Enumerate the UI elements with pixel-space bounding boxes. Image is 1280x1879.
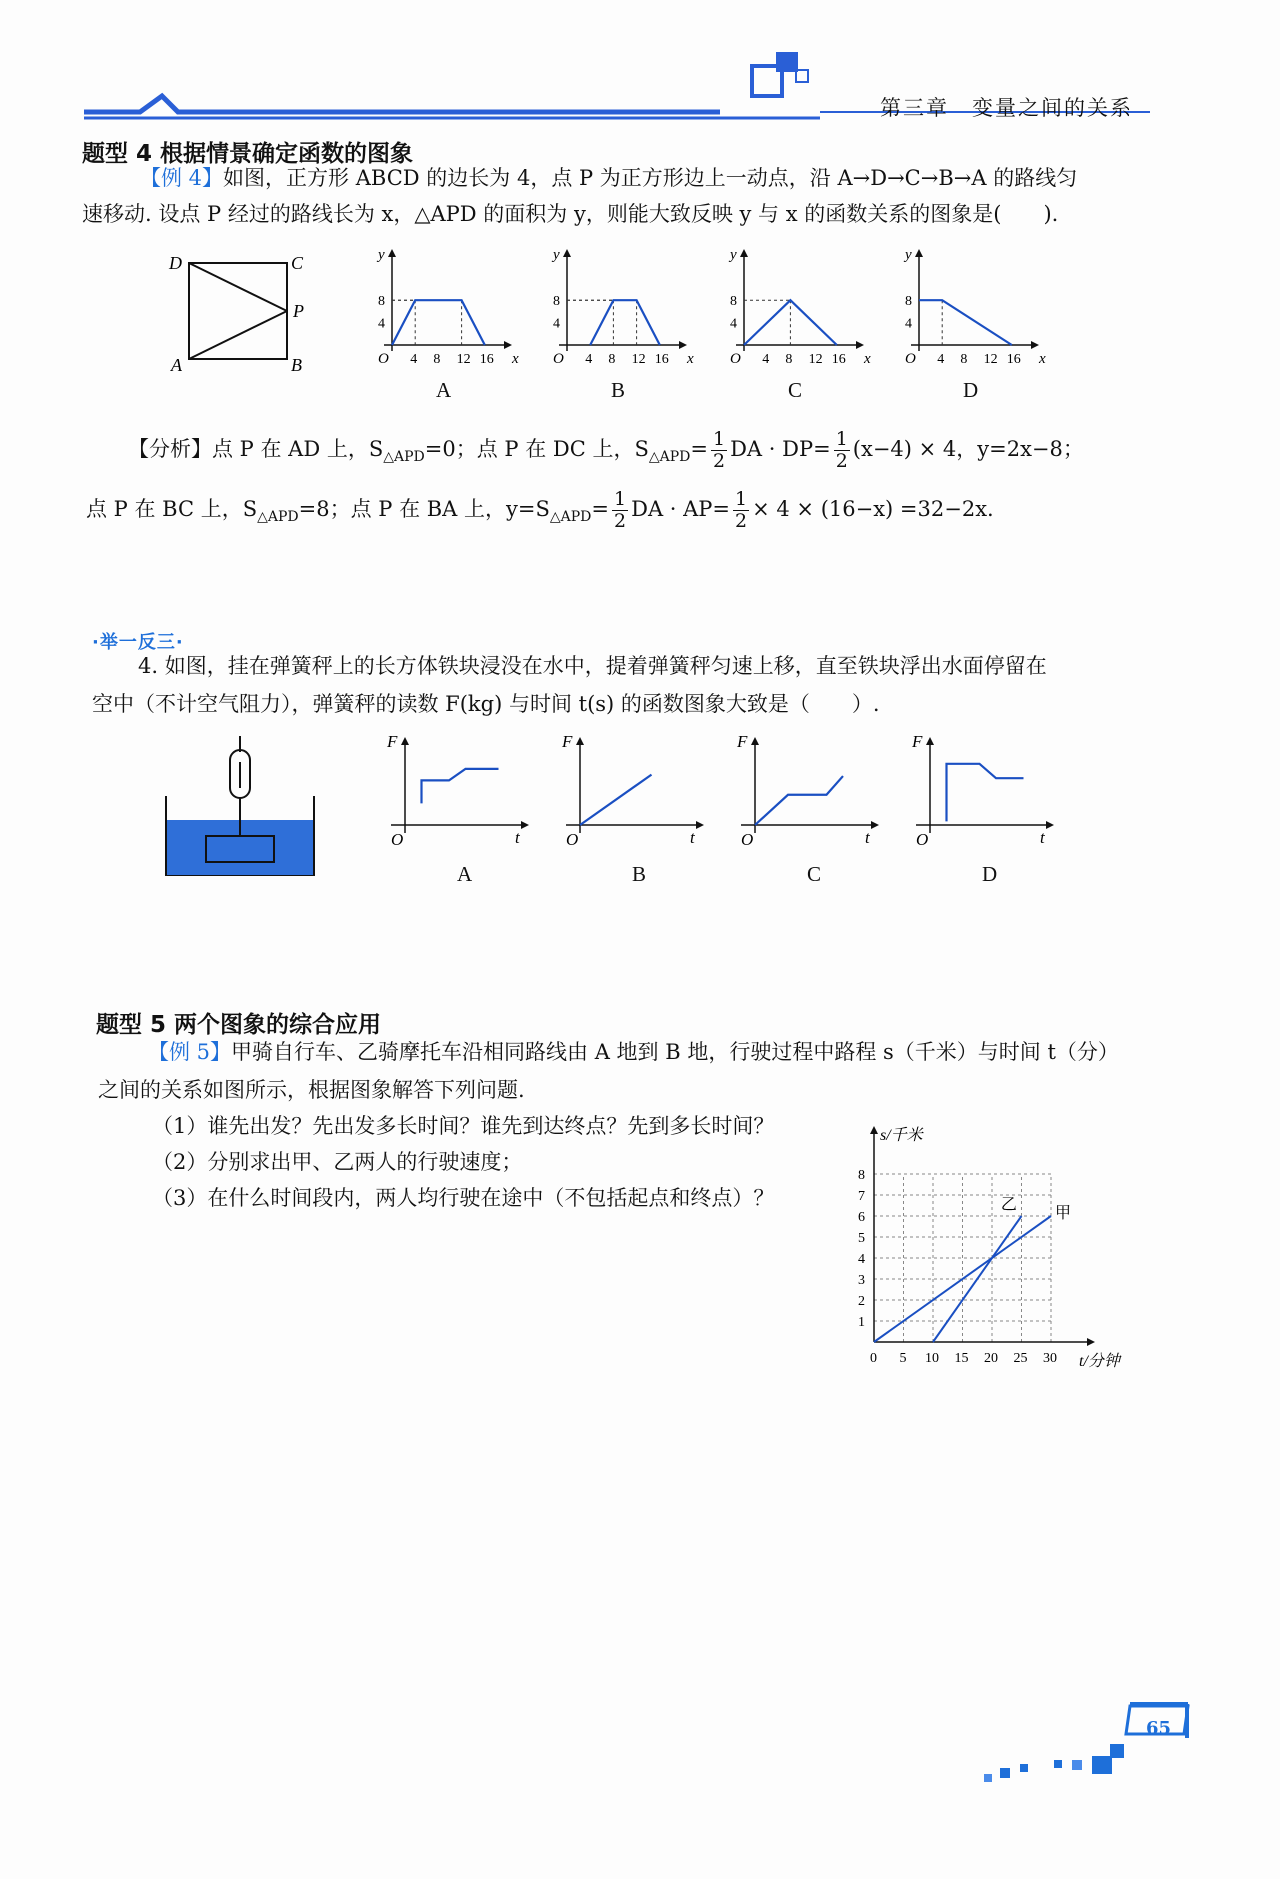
- practice-graph-c: [735, 735, 885, 855]
- practice-tag: ·举一反三·: [92, 632, 184, 653]
- y-axis-label: s/千米: [880, 1127, 923, 1144]
- x-axis-label: x: [512, 351, 519, 367]
- y-axis-label: y: [730, 247, 737, 263]
- vertex-A: A: [171, 355, 182, 375]
- x-tick-label: 4: [585, 352, 593, 367]
- option-label: B: [632, 862, 647, 886]
- distance-time-chart: [840, 1120, 1140, 1380]
- y-tick-label: 8: [905, 294, 912, 310]
- option-label: A: [457, 862, 473, 886]
- function-line: [755, 776, 843, 825]
- example4-tag: 【例 4】: [140, 166, 224, 190]
- x-tick-label: 0: [870, 1351, 877, 1366]
- example5-tag: 【例 5】: [148, 1040, 232, 1064]
- x-tick-label: 12: [631, 352, 646, 367]
- y-axis-label: F: [912, 735, 923, 751]
- question-3: （3）在什么时间段内，两人均行驶在途中（不包括起点和终点）？: [152, 1186, 775, 1210]
- option-label: B: [611, 378, 626, 402]
- function-line: [392, 300, 485, 345]
- origin-label: O: [378, 351, 389, 367]
- practice-line1: 4. 如图，挂在弹簧秤上的长方体铁块浸没在水中，提着弹簧秤匀速上移，直至铁块浮出水面停留在: [138, 654, 1047, 678]
- x-tick-label: 16: [831, 352, 846, 367]
- x-tick-label: 4: [410, 352, 418, 367]
- x-axis-label: t/分钟: [1079, 1353, 1120, 1370]
- x-axis-label: t: [515, 828, 520, 847]
- option-label: A: [436, 378, 452, 402]
- vertex-P: P: [293, 301, 304, 321]
- section4-title: 题型 4 根据情景确定函数的图象: [82, 141, 414, 167]
- practice-graph-b: [560, 735, 710, 855]
- y-tick-label: 4: [858, 1252, 865, 1267]
- y-tick-label: 6: [858, 1210, 865, 1225]
- x-tick-label: 30: [1043, 1351, 1057, 1366]
- series-yi-label: 乙: [1000, 1196, 1017, 1214]
- question-2: （2）分别求出甲、乙两人的行驶速度；: [152, 1150, 523, 1174]
- y-tick-label: 3: [858, 1273, 865, 1288]
- origin-label: O: [391, 830, 404, 849]
- x-tick-label: 12: [808, 352, 823, 367]
- origin-label: O: [741, 830, 754, 849]
- x-axis-label: x: [687, 351, 694, 367]
- example5-line1: 【例 5】甲骑自行车、乙骑摩托车沿相同路线由 A 地到 B 地，行驶过程中路程 s（千米）与时间 t（分）: [148, 1040, 1119, 1064]
- y-tick-label: 1: [858, 1315, 865, 1330]
- origin-label: O: [916, 830, 929, 849]
- function-line: [947, 764, 1024, 822]
- y-tick-label: 5: [858, 1231, 865, 1246]
- y-axis-label: y: [905, 247, 912, 263]
- x-axis-label: t: [865, 828, 870, 847]
- x-axis-label: t: [690, 828, 695, 847]
- vertex-C: C: [291, 255, 304, 273]
- y-tick-label: 4: [730, 316, 737, 332]
- practice-graph-a: [385, 735, 535, 855]
- function-line: [422, 769, 499, 804]
- option-label: C: [788, 378, 803, 402]
- y-axis-label: y: [553, 247, 560, 263]
- chapter-title: 第三章 变量之间的关系: [880, 96, 1133, 120]
- y-tick-label: 4: [553, 316, 560, 332]
- function-line: [919, 300, 1012, 345]
- practice-line2: 空中（不计空气阻力），弹簧秤的读数 F(kg) 与时间 t(s) 的函数图象大致是（ ）.: [92, 692, 880, 716]
- y-tick-label: 8: [730, 294, 737, 310]
- y-axis-label: F: [387, 735, 398, 751]
- practice-graph-d: [910, 735, 1060, 855]
- x-tick-label: 4: [762, 352, 770, 367]
- x-axis-label: t: [1040, 828, 1045, 847]
- question-1: （1）谁先出发？先出发多长时间？谁先到达终点？先到多长时间？: [152, 1114, 775, 1138]
- x-tick-label: 12: [456, 352, 471, 367]
- spring-scale-diagram: [162, 736, 322, 876]
- x-axis-label: x: [1039, 351, 1046, 367]
- analysis-line2: 点 P 在 BC 上，$S_{\triangle APD}=8$；点 P 在 BA 上，$y=S_{\triangle APD}=$ $\frac{1}{2}$ DA · AP= $\frac{1}{2}$ × 4 × (16−x) =32−2x.: [86, 488, 994, 532]
- y-tick-label: 8: [553, 294, 560, 310]
- function-line: [590, 300, 660, 345]
- y-axis-label: F: [562, 735, 573, 751]
- y-tick-label: 4: [378, 316, 385, 332]
- section5-title: 题型 5 两个图象的综合应用: [96, 1012, 382, 1038]
- y-axis-label: y: [378, 247, 385, 263]
- option-label: D: [982, 862, 998, 886]
- y-tick-label: 4: [905, 316, 912, 332]
- fraction-half: $\frac{1}{2}$: [713, 428, 726, 472]
- square-diagram: [165, 255, 315, 375]
- option-label: C: [807, 862, 822, 886]
- y-tick-label: 8: [378, 294, 385, 310]
- page-number: 65: [1146, 1718, 1172, 1739]
- x-tick-label: 8: [608, 352, 616, 367]
- example4-line1: 【例 4】如图，正方形 ABCD 的边长为 4，点 P 为正方形边上一动点，沿 A→D→C→B→A 的路线匀: [140, 166, 1078, 190]
- vertex-D: D: [169, 255, 182, 273]
- vertex-B: B: [291, 355, 302, 375]
- origin-label: O: [553, 351, 564, 367]
- x-tick-label: 5: [899, 1351, 907, 1366]
- x-tick-label: 20: [984, 1351, 998, 1366]
- x-tick-label: 16: [654, 352, 669, 367]
- fraction-half: $\frac{1}{2}$: [614, 488, 627, 532]
- y-tick-label: 8: [858, 1168, 865, 1183]
- x-tick-label: 10: [925, 1351, 939, 1366]
- footer-decoration: [980, 1700, 1200, 1810]
- x-tick-label: 8: [960, 352, 968, 367]
- x-tick-label: 8: [785, 352, 793, 367]
- fraction-half: $\frac{1}{2}$: [835, 428, 848, 472]
- x-tick-label: 16: [479, 352, 494, 367]
- x-tick-label: 12: [983, 352, 998, 367]
- x-tick-label: 4: [937, 352, 945, 367]
- origin-label: O: [566, 830, 579, 849]
- function-line: [580, 775, 652, 825]
- series-jia-label: 甲: [1055, 1205, 1072, 1222]
- y-tick-label: 2: [858, 1294, 865, 1309]
- y-tick-label: 7: [858, 1189, 865, 1204]
- example4-line2: 速移动. 设点 P 经过的路线长为 x，△APD 的面积为 y，则能大致反映 y 与 x 的函数关系的图象是( ).: [82, 202, 1059, 226]
- x-tick-label: 15: [954, 1351, 969, 1366]
- analysis-line1: 【分析】点 P 在 AD 上，$S_{\triangle APD}=0$；点 P 在 DC 上，$S_{\triangle APD}=$ $\frac{1}{2}$ DA · DP= $\frac{1}{2}$ (x−4) × 4，y=2x−8；: [128, 428, 1084, 472]
- origin-label: O: [905, 351, 916, 367]
- fraction-half: $\frac{1}{2}$: [735, 488, 748, 532]
- x-axis-label: x: [864, 351, 871, 367]
- example5-line2: 之间的关系如图所示，根据图象解答下列问题.: [98, 1078, 525, 1102]
- x-tick-label: 25: [1013, 1351, 1028, 1366]
- x-tick-label: 8: [433, 352, 441, 367]
- y-axis-label: F: [737, 735, 748, 751]
- option-label: D: [963, 378, 979, 402]
- origin-label: O: [730, 351, 741, 367]
- x-tick-label: 16: [1006, 352, 1021, 367]
